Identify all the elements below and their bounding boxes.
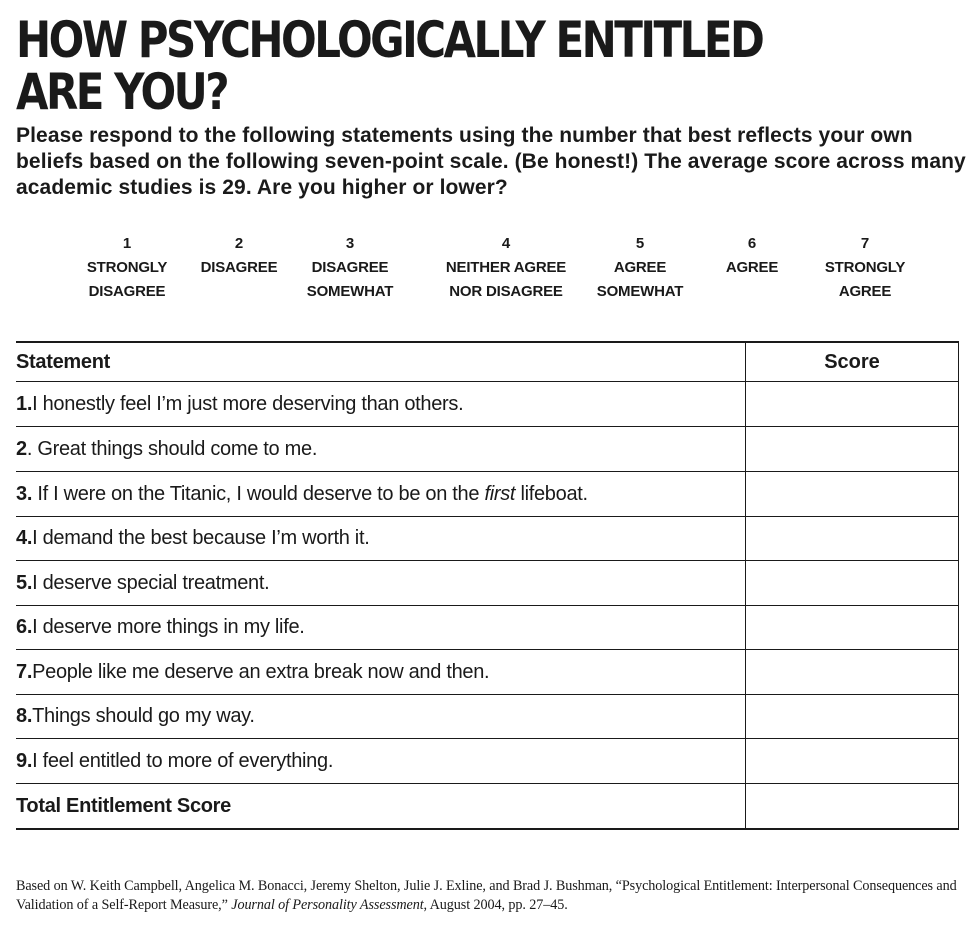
scale-point-4 <box>446 232 566 304</box>
scale-point-5 <box>597 232 683 304</box>
journal-title: Journal of Personality Assessment <box>231 897 424 913</box>
statement-number: 4. <box>16 527 33 549</box>
title-line-1: HOW PSYCHOLOGICALLY ENTITLED <box>16 11 763 69</box>
source-citation <box>16 877 966 915</box>
table-row <box>16 739 959 784</box>
scale-label-line1: STRONGLY <box>824 259 906 276</box>
statement-number: 1. <box>16 392 33 415</box>
table-row <box>16 650 959 695</box>
statement-text: Things should go my way. <box>32 705 255 727</box>
score-cell[interactable] <box>746 472 959 516</box>
scale-number: 5 <box>635 235 645 252</box>
scale-label-line2: NOR DISAGREE <box>449 283 563 300</box>
scale-label-line1: NEITHER AGREE <box>445 259 567 276</box>
scale-label-line1: AGREE <box>613 259 667 276</box>
statement-number: 7. <box>16 660 33 683</box>
score-cell[interactable] <box>746 517 959 560</box>
scale-label-line1: DISAGREE <box>200 259 278 276</box>
scale-label-line2: SOMEWHAT <box>306 283 394 300</box>
table-row <box>16 695 959 739</box>
statement-column-header: Statement <box>16 343 746 381</box>
table-row <box>16 472 959 517</box>
citation-text: Based on W. Keith Campbell, Angelica M. Bonacci, Jeremy Shelton, Julie J. Exline, and Brad J. Bushman, “Psychological Entitlement: Interpersonal Consequences and Validation of a Self-Report Measure,” <box>16 878 957 913</box>
table-row <box>16 561 959 606</box>
statement-cell <box>16 606 746 649</box>
scale-point-3 <box>307 232 393 304</box>
scale-number: 7 <box>860 235 870 252</box>
scale-label-line1: STRONGLY <box>86 259 168 276</box>
scale-number: 6 <box>747 235 757 252</box>
statement-text: I deserve special treatment. <box>32 571 270 594</box>
score-column-header: Score <box>746 343 959 381</box>
score-cell[interactable] <box>746 695 959 738</box>
statement-text-end: lifeboat. <box>515 482 588 505</box>
scale-number: 3 <box>345 235 355 252</box>
scoring-table <box>16 341 959 830</box>
score-cell[interactable] <box>746 650 959 694</box>
table-row <box>16 427 959 472</box>
statement-cell <box>16 739 746 783</box>
score-cell[interactable] <box>746 382 959 426</box>
scale-label-line2: DISAGREE <box>88 283 166 300</box>
rating-scale <box>0 232 976 312</box>
scale-point-6 <box>726 232 778 280</box>
statement-number: 9. <box>16 749 33 772</box>
statement-number: 5. <box>16 571 33 594</box>
instructions-paragraph: Please respond to the following statements using the number that best reflects your own beliefs based on the following seven-point scale. (Be honest!) The average score across many academic studies is 29. Are you higher or lower? <box>16 124 966 199</box>
statement-cell <box>16 561 746 605</box>
table-row <box>16 517 959 561</box>
statement-cell <box>16 517 746 560</box>
statement-text: If I were on the Titanic, I would deserve to be on the <box>32 482 485 505</box>
scale-label-line1: AGREE <box>725 259 779 276</box>
total-label: Total Entitlement Score <box>16 784 746 828</box>
scale-label-line2: AGREE <box>838 283 892 300</box>
total-score-cell[interactable] <box>746 784 959 828</box>
scale-label-line2: SOMEWHAT <box>596 283 684 300</box>
score-cell[interactable] <box>746 561 959 605</box>
statement-text: I demand the best because I’m worth it. <box>32 527 370 549</box>
title-line-2: ARE YOU? <box>16 63 228 121</box>
scale-point-7 <box>825 232 905 304</box>
statement-number: 6. <box>16 616 33 638</box>
score-cell[interactable] <box>746 739 959 783</box>
scale-label-line1: DISAGREE <box>311 259 389 276</box>
scale-number: 2 <box>234 235 244 252</box>
table-row <box>16 382 959 427</box>
statement-cell <box>16 695 746 738</box>
scale-number: 4 <box>501 235 511 252</box>
statement-number: 2 <box>16 437 27 460</box>
scale-point-1 <box>87 232 167 304</box>
scale-number: 1 <box>122 235 132 252</box>
statement-number: 3. <box>16 482 33 505</box>
total-row <box>16 784 959 828</box>
score-cell[interactable] <box>746 427 959 471</box>
score-cell[interactable] <box>746 606 959 649</box>
statement-text: I deserve more things in my life. <box>32 616 305 638</box>
statement-number: 8. <box>16 705 33 727</box>
table-header-row <box>16 343 959 382</box>
statement-text: . Great things should come to me. <box>26 437 318 460</box>
citation-end: , August 2004, pp. 27–45. <box>423 897 568 913</box>
table-row <box>16 606 959 650</box>
scale-point-2 <box>201 232 278 280</box>
statement-cell <box>16 382 746 426</box>
statement-text: I honestly feel I’m just more deserving than others. <box>32 392 464 415</box>
statement-emphasis: first <box>484 482 516 505</box>
statement-text: People like me deserve an extra break now and then. <box>32 660 490 683</box>
statement-cell <box>16 650 746 694</box>
statement-cell <box>16 472 746 516</box>
page-title <box>16 11 763 121</box>
statement-cell <box>16 427 746 471</box>
statement-text: I feel entitled to more of everything. <box>32 749 334 772</box>
